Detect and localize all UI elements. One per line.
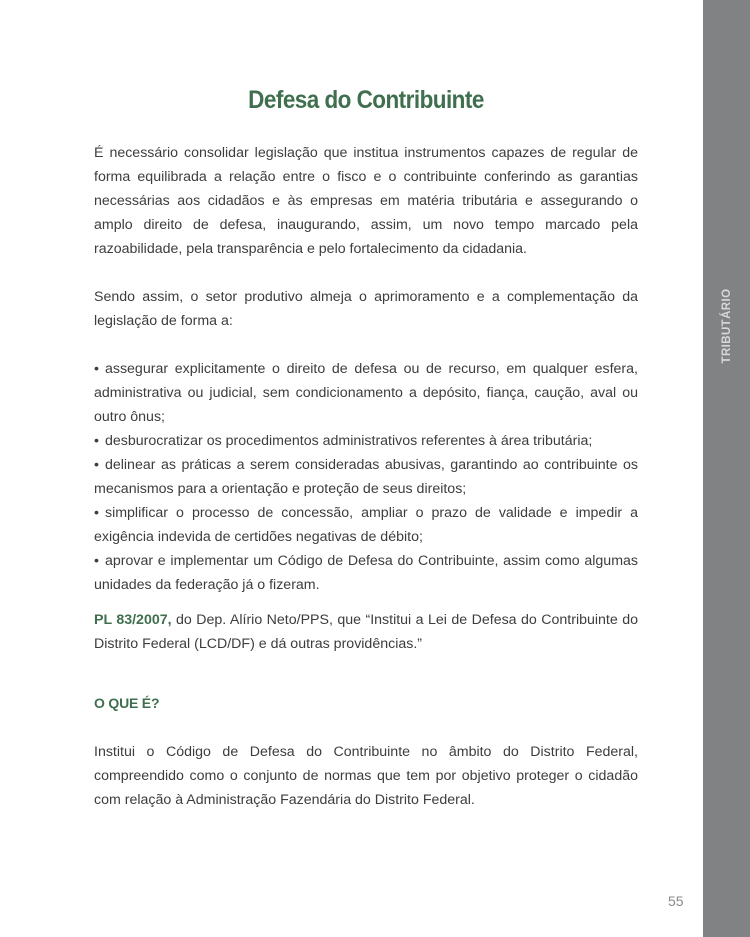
list-item-text: simplificar o processo de concessão, ampliar o prazo de validade e impedir a exigência indevida de certidões negativas de débito; — [94, 505, 638, 545]
section-heading: O QUE É? — [94, 695, 160, 711]
definition-paragraph: Institui o Código de Defesa do Contribuinte no âmbito do Distrito Federal, compreendido como o conjunto de normas que tem por objetivo proteger o cidadão com relação à Administração Fazendária do Distrito Federal. — [94, 744, 638, 808]
page-number: 55 — [668, 893, 684, 909]
list-item — [94, 429, 638, 453]
list-item-text: aprovar e implementar um Código de Defesa do Contribuinte, assim como algumas unidades da federação já o fizeram. — [94, 553, 638, 593]
bullet-marker: • — [94, 361, 99, 377]
list-item-text: assegurar explicitamente o direito de defesa ou de recurso, em qualquer esfera, administrativa ou judicial, sem condicionamento a depósito, fiança, caução, aval ou outro ônus; — [94, 361, 638, 425]
bullet-marker: • — [94, 505, 99, 521]
bullet-marker: • — [94, 457, 99, 473]
goals-intro-paragraph: Sendo assim, o setor produtivo almeja o aprimoramento e a complementação da legislação de forma a: — [94, 289, 638, 329]
bill-code: PL 83/2007, — [94, 612, 172, 628]
goals-list — [94, 357, 638, 597]
page-title: Defesa do Contribuinte — [248, 86, 484, 114]
intro-paragraph: É necessário consolidar legislação que institua instrumentos capazes de regular de forma equilibrada a relação entre o fisco e o contribuinte conferindo as garantias necessárias aos cidadãos e às empresas em matéria tributária e assegurando o amplo direito de defesa, inaugurando, assim, um novo tempo marcado pela razoabilidade, pela transparência e pelo fortalecimento da cidadania. — [94, 145, 638, 257]
bullet-marker: • — [94, 553, 99, 569]
list-item-text: delinear as práticas a serem consideradas abusivas, garantindo ao contribuinte os mecanismos para a orientação e proteção de seus direitos; — [94, 457, 638, 497]
bill-paragraph — [94, 608, 638, 656]
list-item — [94, 357, 638, 429]
list-item-text: desburocratizar os procedimentos administrativos referentes à área tributária; — [104, 433, 593, 449]
bullet-marker: • — [94, 433, 99, 449]
list-item — [94, 453, 638, 501]
page-content — [94, 80, 638, 812]
side-tab-label: TRIBUTÁRIO — [721, 288, 733, 364]
bill-description: do Dep. Alírio Neto/PPS, que “Institui a Lei de Defesa do Contribuinte do Distrito Federal (LCD/DF) e dá outras providências.” — [94, 612, 638, 652]
list-item — [94, 549, 638, 597]
list-item — [94, 501, 638, 549]
side-tab — [703, 0, 750, 937]
